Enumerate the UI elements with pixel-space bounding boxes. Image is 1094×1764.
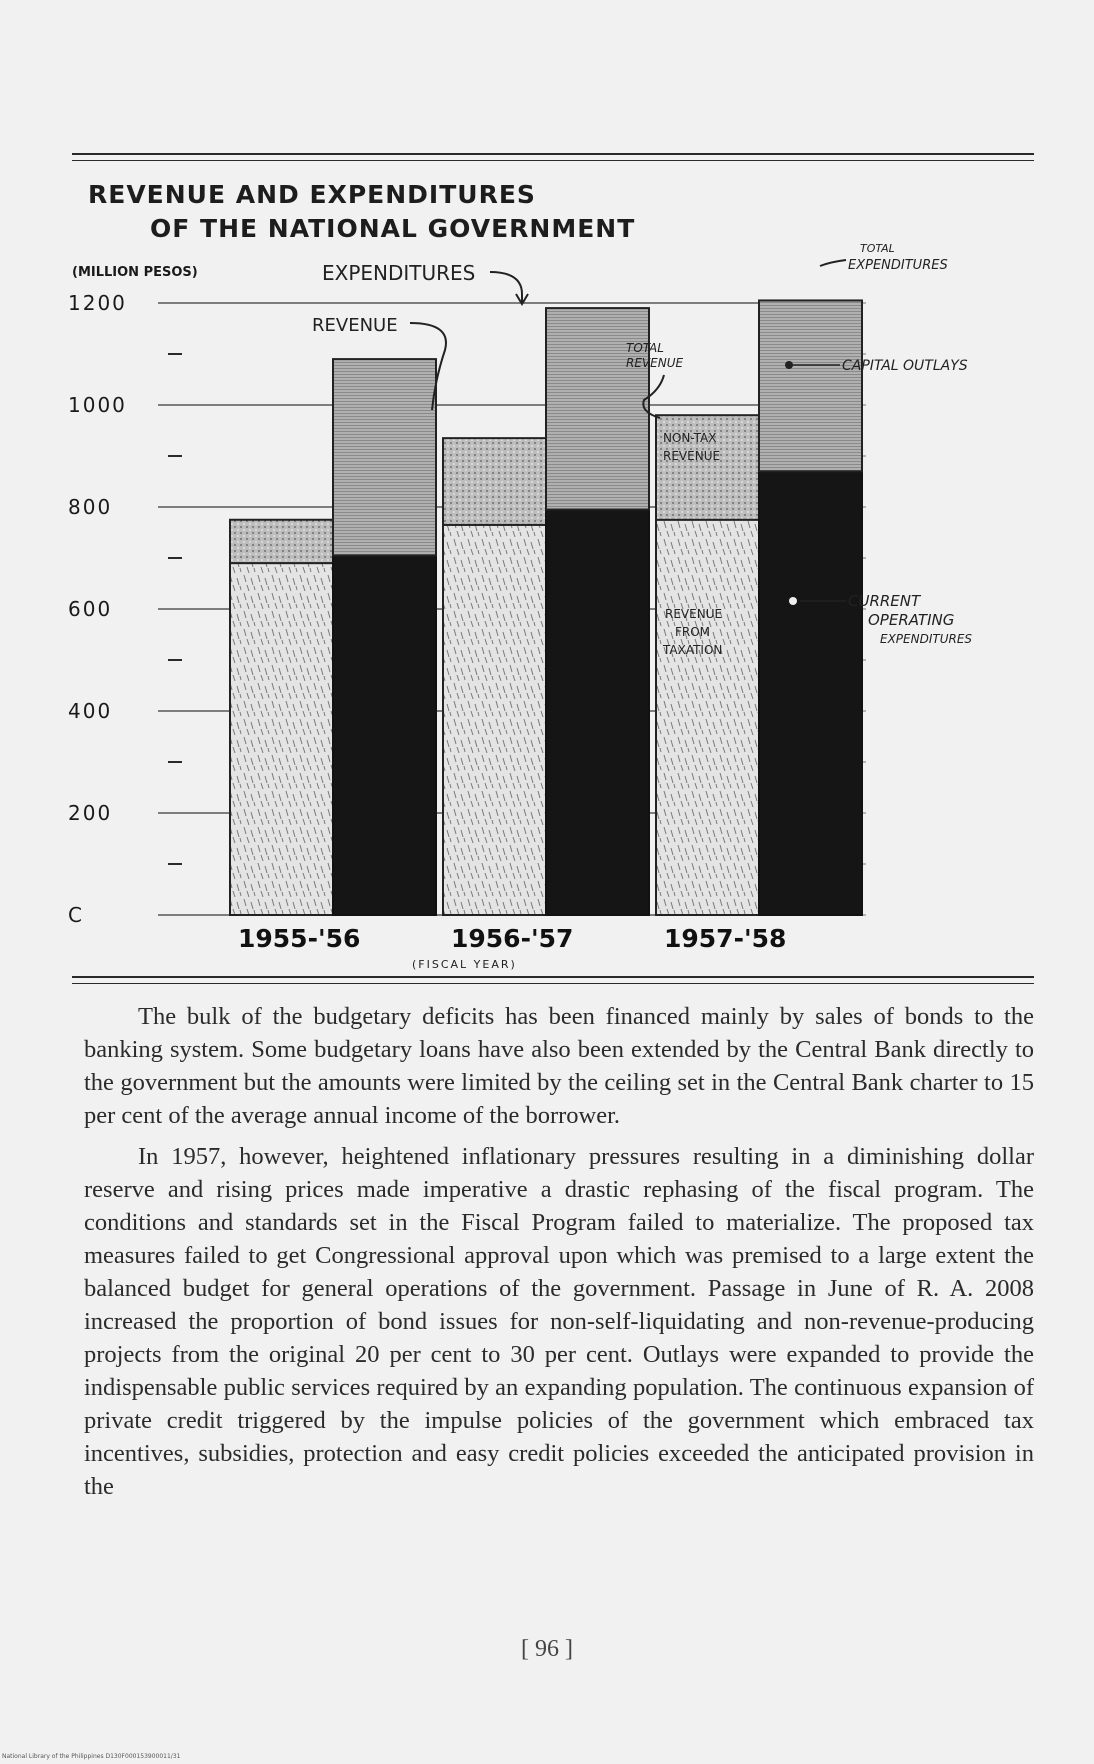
annotation-non-tax-line1: NON-TAX xyxy=(663,431,717,445)
y-tick-label: 400 xyxy=(68,699,113,723)
annotation-total-revenue-line2: REVENUE xyxy=(626,356,684,370)
revenue-expenditure-chart xyxy=(60,242,1050,990)
annotation-taxation-line2: FROM xyxy=(675,625,711,639)
x-tick-label: 1955-'56 xyxy=(238,924,361,953)
y-tick-label: 800 xyxy=(68,495,113,519)
bar-expenditure-current xyxy=(546,510,649,915)
page-number: [ 96 ] xyxy=(521,1636,573,1662)
bar-expenditure-current xyxy=(759,471,862,915)
top-rule xyxy=(72,153,1034,155)
paragraph-2: In 1957, however, heightened inflationary pressures resulting in a diminishing dollar reserve and rising prices made imperative a drastic rephasing of the fiscal program. The conditions and standards set in the Fiscal Program failed to materialize. The proposed tax measures failed to get Congressional approval upon which was premised to a large extent the balanced budget for general operations of the government. Passage in June of R. A. 2008 increased the proportion of bond issues for non-self-liquidating and non-revenue-producing projects from the original 20 per cent to 30 per cent. Outlays were expanded to provide the indispensable public services required by an expanding population. The continuous expansion of private credit triggered by the impulse policies of the government which embraced tax incentives, subsidies, protection and easy credit policies exceeded the anticipated provision in the xyxy=(84,1143,1034,1500)
top-rule-thin xyxy=(72,160,1034,161)
body-text xyxy=(84,1000,1034,1503)
annotation-taxation-line3: TAXATION xyxy=(663,643,723,657)
bar-expenditure-capital xyxy=(759,300,862,471)
bottom-rule xyxy=(72,976,1034,978)
bar-expenditure-current xyxy=(333,555,436,915)
y-tick-label: C xyxy=(68,903,84,927)
annotation-total-revenue-line1: TOTAL xyxy=(626,341,664,355)
y-tick-label: 200 xyxy=(68,801,113,825)
annotation-total-exp-line2: EXPENDITURES xyxy=(848,258,948,273)
figure-title-line2: OF THE NATIONAL GOVERNMENT xyxy=(150,214,636,243)
x-tick-label: 1956-'57 xyxy=(451,924,574,953)
x-tick-label: 1957-'58 xyxy=(664,924,787,953)
annotation-current-line3: EXPENDITURES xyxy=(880,632,973,646)
y-tick-label: 600 xyxy=(68,597,113,621)
paragraph-1: The bulk of the budgetary deficits has been financed mainly by sales of bonds to the banking system. Some budgetary loans have also been extended by the Central Bank directly to the government but the amounts were limited by the ceiling set in the Central Bank charter to 15 per cent of the average annual income of the borrower. xyxy=(84,1003,1034,1129)
bottom-rule-thin xyxy=(72,983,1034,984)
y-axis-label: (MILLION PESOS) xyxy=(72,265,198,280)
bar-revenue-non-tax xyxy=(230,520,333,563)
bar-revenue-taxation xyxy=(443,525,546,915)
y-tick-label: 1000 xyxy=(68,393,127,417)
figure-title xyxy=(88,178,635,246)
y-tick-label: 1200 xyxy=(68,291,127,315)
annotation-expenditures: EXPENDITURES xyxy=(322,261,476,285)
figure-title-line1: REVENUE AND EXPENDITURES xyxy=(88,180,536,209)
x-axis-label: (FISCAL YEAR) xyxy=(412,958,517,971)
annotation-arrow-total-exp xyxy=(820,260,846,266)
annotation-total-exp-line1: TOTAL xyxy=(860,242,895,255)
annotation-taxation-line1: REVENUE xyxy=(665,607,723,621)
annotation-revenue: REVENUE xyxy=(312,315,398,336)
annotation-dot-current xyxy=(789,597,797,605)
bar-revenue-taxation xyxy=(656,520,759,915)
footer-credit: National Library of the Philippines D130F000153900011/31 xyxy=(2,1753,181,1760)
annotation-non-tax-line2: REVENUE xyxy=(663,449,721,463)
bar-revenue-non-tax xyxy=(443,438,546,525)
bar-expenditure-capital xyxy=(546,308,649,509)
annotation-capital-outlays: CAPITAL OUTLAYS xyxy=(842,358,968,374)
bar-revenue-taxation xyxy=(230,563,333,915)
annotation-current-line1: CURRENT xyxy=(848,592,921,610)
bar-expenditure-capital xyxy=(333,359,436,555)
annotation-current-line2: OPERATING xyxy=(868,611,955,629)
